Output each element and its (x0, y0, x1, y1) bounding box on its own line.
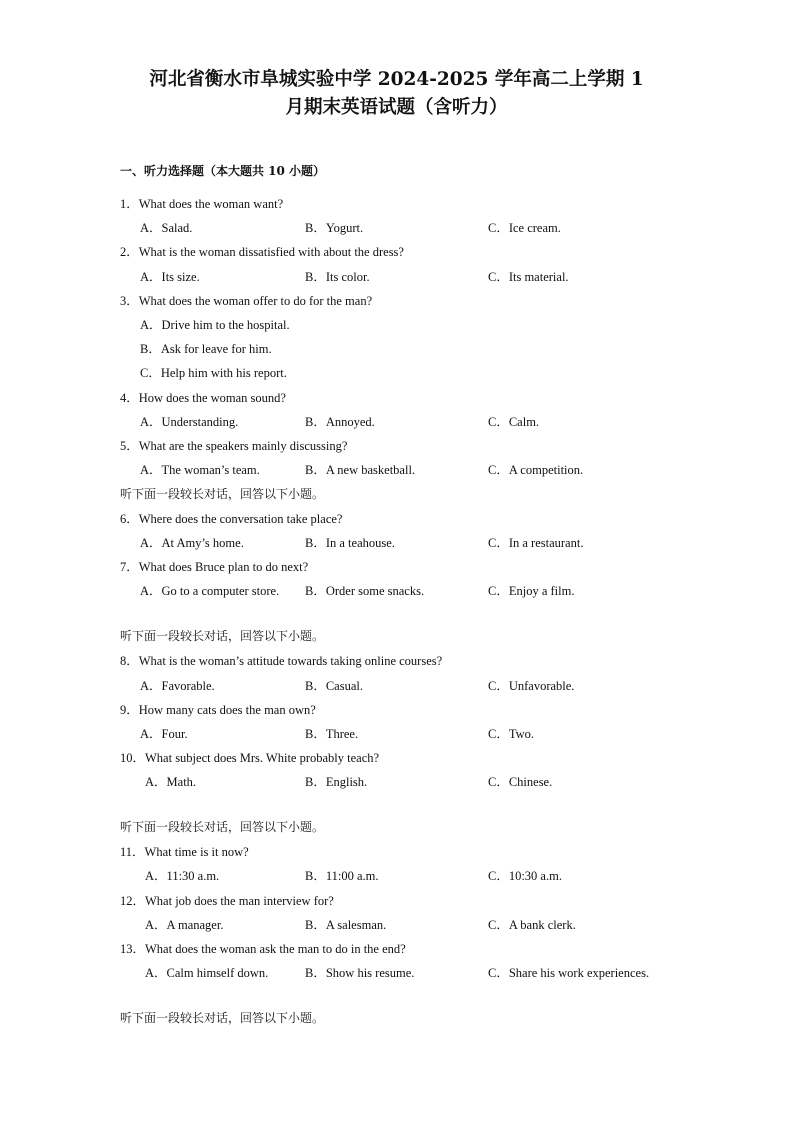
q12-option-c: C．A bank clerk. (488, 918, 576, 932)
question-3: 3．What does the woman offer to do for the man? (120, 294, 373, 308)
q5-option-b: B．A new basketball. (305, 463, 416, 477)
q12-option-b: B．A salesman. (305, 918, 387, 932)
q8-option-a: A．Favorable. (140, 679, 215, 693)
q7-option-a: A．Go to a computer store. (140, 584, 280, 598)
title-line-2: 月期末英语试题（含听力） (285, 97, 508, 118)
question-6: 6．Where does the conversation take place? (120, 512, 343, 526)
q7-option-c: C．Enjoy a film. (488, 584, 575, 598)
q7-option-b: B．Order some snacks. (305, 584, 425, 598)
q8-option-c: C．Unfavorable. (488, 679, 575, 693)
question-9: 9．How many cats does the man own? (120, 703, 316, 717)
q4-option-a: A．Understanding. (140, 415, 239, 429)
q3-option-b: B．Ask for leave for him. (140, 342, 272, 356)
q1-option-a: A．Salad. (140, 221, 193, 235)
q3-option-a: A．Drive him to the hospital. (140, 318, 290, 332)
q12-option-a: A．A manager. (145, 918, 224, 932)
q10-option-b: B．English. (305, 775, 368, 789)
question-4: 4．How does the woman sound? (120, 391, 286, 405)
q8-option-b: B．Casual. (305, 679, 363, 693)
section-heading: 一、听力选择题（本大题共 10 小题） (120, 164, 326, 178)
q10-option-a: A．Math. (145, 775, 197, 789)
q4-option-b: B．Annoyed. (305, 415, 375, 429)
q9-option-a: A．Four. (140, 727, 188, 741)
question-10: 10．What subject does Mrs. White probably teach? (120, 751, 380, 765)
q5-option-c: C．A competition. (488, 463, 584, 477)
q13-option-b: B．Show his resume. (305, 966, 415, 980)
q2-option-a: A．Its size. (140, 270, 200, 284)
q13-option-c: C．Share his work experiences. (488, 966, 650, 980)
question-13: 13．What does the woman ask the man to do in the end? (120, 942, 406, 956)
listening-note: 听下面一段较长对话，回答以下小题。 (120, 820, 325, 834)
question-1: 1．What does the woman want? (120, 197, 284, 211)
question-7: 7．What does Bruce plan to do next? (120, 560, 309, 574)
document-title (0, 66, 793, 122)
q5-option-a: A．The woman’s team. (140, 463, 260, 477)
q9-option-b: B．Three. (305, 727, 359, 741)
q10-option-c: C．Chinese. (488, 775, 553, 789)
q13-option-a: A．Calm himself down. (145, 966, 269, 980)
q2-option-b: B．Its color. (305, 270, 370, 284)
q11-option-c: C．10:30 a.m. (488, 869, 562, 883)
q6-option-a: A．At Amy’s home. (140, 536, 244, 550)
q2-option-c: C．Its material. (488, 270, 569, 284)
q6-option-c: C．In a restaurant. (488, 536, 584, 550)
title-line-1: 河北省衡水市阜城实验中学 2024-2025 学年高二上学期 1 (149, 69, 644, 90)
q11-option-a: A．11:30 a.m. (145, 869, 220, 883)
q9-option-c: C．Two. (488, 727, 535, 741)
question-5: 5．What are the speakers mainly discussing? (120, 439, 348, 453)
q6-option-b: B．In a teahouse. (305, 536, 395, 550)
question-12: 12．What job does the man interview for? (120, 894, 334, 908)
question-11: 11．What time is it now? (120, 845, 249, 859)
listening-note: 听下面一段较长对话，回答以下小题。 (120, 629, 325, 643)
q1-option-c: C．Ice cream. (488, 221, 561, 235)
q11-option-b: B．11:00 a.m. (305, 869, 379, 883)
q1-option-b: B．Yogurt. (305, 221, 364, 235)
listening-note: 听下面一段较长对话，回答以下小题。 (120, 1011, 325, 1025)
q4-option-c: C．Calm. (488, 415, 540, 429)
q3-option-c: C．Help him with his report. (140, 366, 287, 380)
question-2: 2．What is the woman dissatisfied with about the dress? (120, 245, 404, 259)
question-8: 8．What is the woman’s attitude towards taking online courses? (120, 654, 443, 668)
listening-note: 听下面一段较长对话，回答以下小题。 (120, 487, 325, 501)
